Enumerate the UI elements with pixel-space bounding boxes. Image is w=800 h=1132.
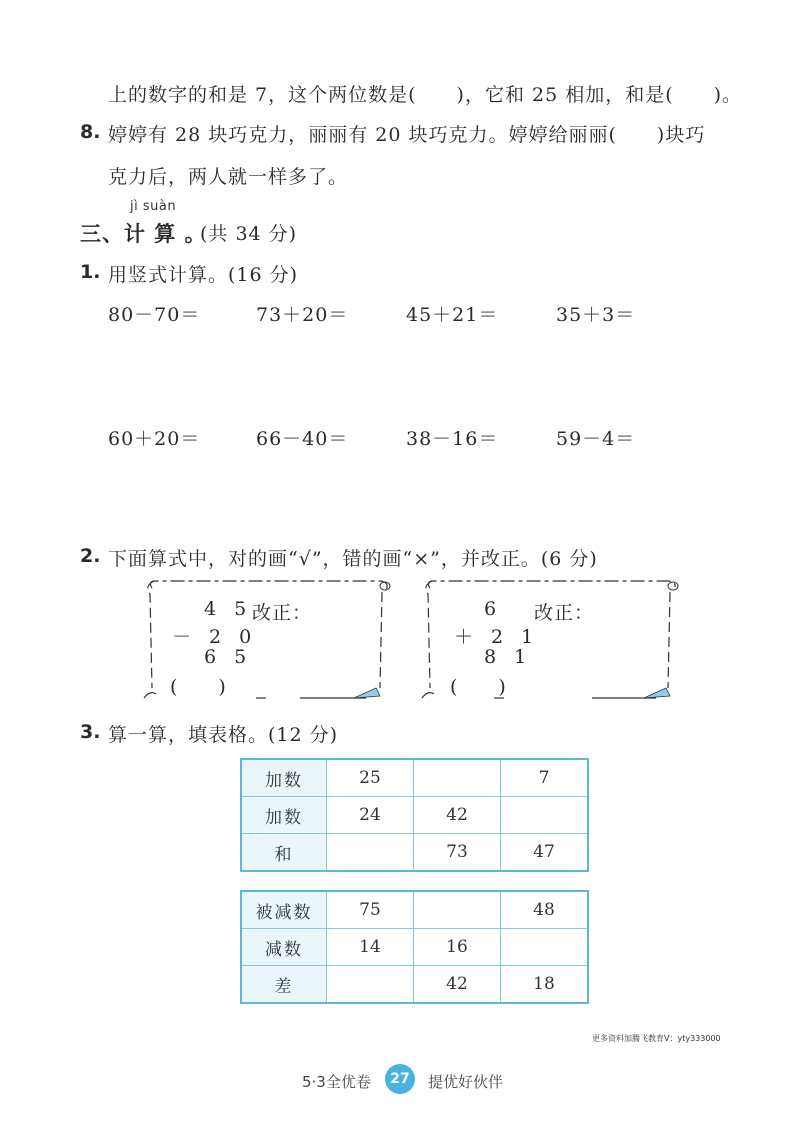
- box2-mid-number: ＋ 2 1: [454, 626, 540, 648]
- q1-expr-7: 38－16＝: [406, 428, 499, 450]
- table-header-cell: 被减数: [241, 891, 327, 929]
- table-header-cell: 加数: [241, 797, 327, 834]
- q3-text: 算一算，填表格。(12 分): [108, 724, 339, 746]
- q3-number: 3.: [80, 721, 101, 743]
- subtraction-table: [240, 890, 589, 1004]
- table-cell: 18: [501, 966, 589, 1004]
- table-cell: 47: [501, 834, 589, 872]
- q7-tail-text: 上的数字的和是 7，这个两位数是( )，它和 25 相加，和是( )。: [108, 84, 743, 106]
- q1-expr-8: 59－4＝: [556, 428, 636, 450]
- box2-top-number: 6: [484, 598, 503, 620]
- box1-fix-label: 改正：: [252, 602, 313, 624]
- table-cell: 14: [327, 929, 414, 966]
- box2-bot-number: 8 1: [484, 646, 533, 668]
- table-cell: 7: [501, 759, 589, 797]
- table-cell: 48: [501, 891, 589, 929]
- table-row: [241, 834, 588, 872]
- footer-slogan: 提优好伙伴: [428, 1073, 504, 1091]
- table-cell-blank[interactable]: [501, 797, 589, 834]
- q8-line2: 克力后，两人就一样多了。: [108, 166, 349, 188]
- table-cell-blank[interactable]: [414, 891, 501, 929]
- q1-expr-4: 35＋3＝: [556, 304, 636, 326]
- q1-text: 用竖式计算。(16 分): [108, 264, 299, 286]
- box1-answer-paren[interactable]: ( ): [170, 676, 227, 698]
- q2-number: 2.: [80, 545, 101, 567]
- table-cell: 42: [414, 797, 501, 834]
- addition-table: [240, 758, 589, 872]
- box2-answer-paren[interactable]: ( ): [450, 676, 507, 698]
- q2-text: 下面算式中，对的画“√”，错的画“×”，并改正。(6 分): [108, 548, 598, 570]
- table-row: [241, 929, 588, 966]
- q8-line1: 婷婷有 28 块巧克力，丽丽有 20 块巧克力。婷婷给丽丽( )块巧: [108, 124, 706, 146]
- section3-pinyin: jì suàn: [130, 199, 177, 214]
- table-cell: 25: [327, 759, 414, 797]
- table-header-cell: 加数: [241, 759, 327, 797]
- table-cell: 16: [414, 929, 501, 966]
- footer-book-title: 5·3全优卷: [302, 1073, 371, 1091]
- box1-top-number: 4 5: [204, 598, 253, 620]
- box1-bot-number: 6 5: [204, 646, 253, 668]
- table-row: [241, 966, 588, 1004]
- table-header-cell: 差: [241, 966, 327, 1004]
- q1-expr-1: 80－70＝: [108, 304, 201, 326]
- table-row: [241, 759, 588, 797]
- box1-mid-number: － 2 0: [172, 626, 258, 648]
- table-cell: 42: [414, 966, 501, 1004]
- q1-expr-3: 45＋21＝: [406, 304, 499, 326]
- table-row: [241, 797, 588, 834]
- table-cell: 73: [414, 834, 501, 872]
- footer-note: 更多资料加腾飞教育V：yty333000: [592, 1034, 721, 1043]
- page-number-badge: 27: [385, 1064, 415, 1094]
- section3-points: (共 34 分): [200, 223, 298, 245]
- section3-title: 三、计 算 。: [80, 221, 207, 246]
- q1-number: 1.: [80, 261, 101, 283]
- q8-number: 8.: [80, 121, 101, 143]
- table-header-cell: 和: [241, 834, 327, 872]
- table-cell-blank[interactable]: [501, 929, 589, 966]
- table-cell-blank[interactable]: [414, 759, 501, 797]
- box2-fix-label: 改正：: [534, 602, 595, 624]
- q1-expr-2: 73＋20＝: [256, 304, 349, 326]
- table-cell: 75: [327, 891, 414, 929]
- table-cell: 24: [327, 797, 414, 834]
- q1-expr-6: 66－40＝: [256, 428, 349, 450]
- table-row: [241, 891, 588, 929]
- q1-expr-5: 60＋20＝: [108, 428, 201, 450]
- table-cell-blank[interactable]: [327, 966, 414, 1004]
- table-header-cell: 减数: [241, 929, 327, 966]
- table-cell-blank[interactable]: [327, 834, 414, 872]
